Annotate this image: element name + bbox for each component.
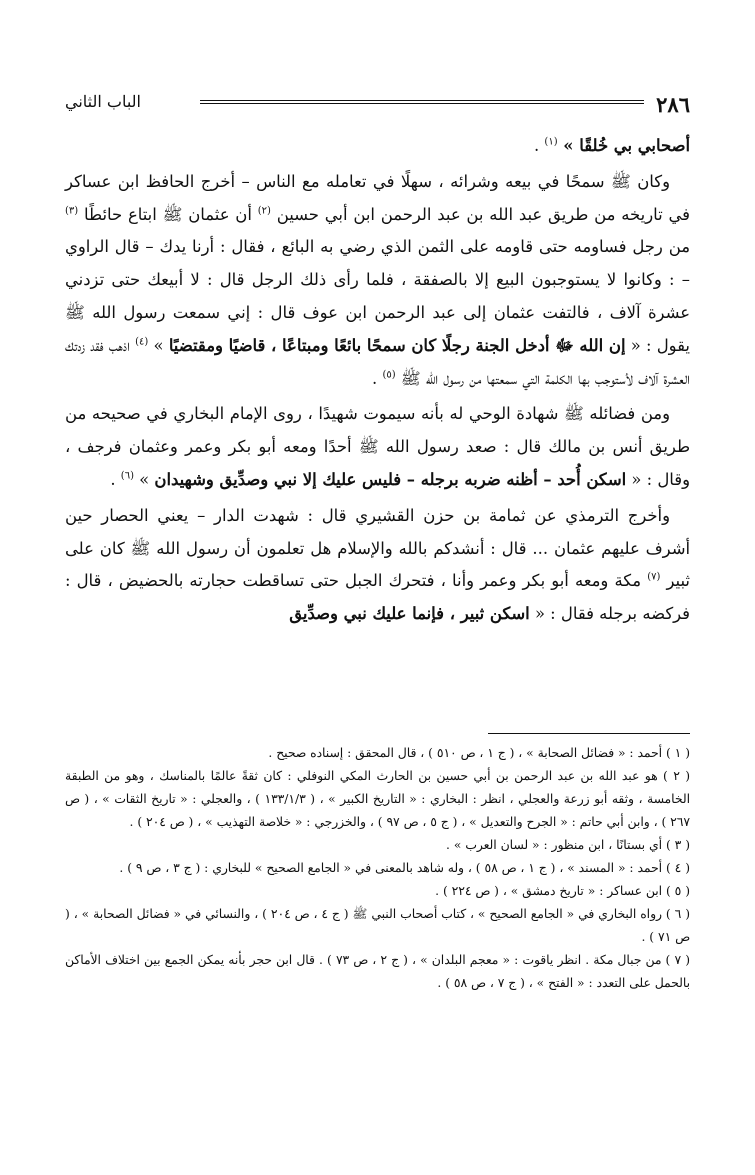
footnote-6: ( ٦ ) رواه البخاري في « الجامع الصحيح » ، كتاب أصحاب النبي ﷺ ( ج ٤ ، ص ٢٠٤ ) ، والنسائي في « فضائل الصحابة » ، ( ص ٧١ ) . [65, 907, 691, 944]
paragraph-2 [65, 398, 690, 496]
footnotes [65, 742, 690, 995]
footnote-2: ( ٢ ) هو عبد الله بن عبد الرحمن بن أبي حسين بن الحارث المكي النوفلي : كان ثقةً عالمًا بالمناسك ، وهو من الطبقة الخامسة ، وثقه أبو زرعة والعجلي ، انظر : البخاري : « التاريخ الكبير » ، ( ١٣٣/١/٣ ) ، والعجلي : « تاريخ الثقات » ، ( ص ٢٦٧ ) ، وابن أبي حاتم : « الجرح والتعديل » ، ( ج ٥ ، ص ٩٧ ) ، والخزرجي : « خلاصة التهذيب » ، ( ص ٢٠٤ ) . [65, 769, 690, 829]
footnote-ref-2: (٢) [257, 205, 271, 217]
hadith-quote-2: اسكن أُحد – أظنه ضربه برجله – فليس عليك إلا نبي وصدِّيق وشهيدان [154, 469, 627, 489]
p2-part-c: . [110, 469, 121, 489]
p0-end: . [533, 136, 545, 155]
p3-part-a: وأخرج الترمذي عن ثمامة بن حزن القشيري قال : شهدت الدار – يعني الحصار حين أشرف عليهم عثمان ... قال : أنشدكم بالله والإسلام هل تعلمون أن رسول الله ﷺ كان على ثبير [65, 505, 690, 591]
p1-part-f: . [372, 368, 383, 388]
main-text [65, 130, 690, 634]
footnote-separator [488, 733, 690, 734]
hadith-quote-1: إن الله ﷻ أدخل الجنة رجلًا كان سمحًا بائعًا ومبتاعًا ، قاضيًا ومقتضيًا [168, 335, 626, 355]
footnote-ref-5: (٥) [382, 369, 396, 381]
footnote-ref-1: (١) [544, 136, 558, 148]
footnote-4: ( ٤ ) أحمد : « المسند » ، ( ج ١ ، ص ٥٨ ) ، وله شاهد بالمعنى في « الجامع الصحيح » للبخاري : ( ج ٣ ، ص ٩ ) . [119, 861, 690, 875]
footnote-7: ( ٧ ) من جبال مكة . انظر ياقوت : « معجم البلدان » ، ( ج ٢ ، ص ٧٣ ) . قال ابن حجر بأنه يمكن الجمع بين اختلاف الأماكن بالحمل على التعدد : « الفتح » ، ( ج ٧ ، ص ٥٨ ) . [65, 953, 691, 990]
footnote-ref-3: (٣) [65, 205, 79, 217]
p1-part-e: اذهب فقد زدتك العشرة آلاف لأستوجب بها الكلمة التي سمعتها من رسول الله ﷺ [65, 335, 690, 388]
p0-text: أصحابي بي خُلقًا » [557, 136, 690, 155]
p2-part-b: » [133, 469, 155, 489]
footnote-5: ( ٥ ) ابن عساكر : « تاريخ دمشق » ، ( ص ٢٢٤ ) . [435, 884, 690, 898]
footnote-ref-4: (٤) [135, 336, 149, 348]
page-number: ٢٨٦ [656, 92, 690, 117]
footnote-1: ( ١ ) أحمد : « فضائل الصحابة » ، ( ج ١ ، ص ٥١٠ ) ، قال المحقق : إسناده صحيح . [268, 746, 690, 760]
footnote-ref-7: (٧) [647, 571, 661, 583]
p1-part-b: أن عثمان ﷺ ابتاع حائطًا [78, 204, 258, 224]
footnote-ref-6: (٦) [120, 470, 134, 482]
p2-part-a: ومن فضائله ﷺ شهادة الوحي له بأنه سيموت شهيدًا ، روى الإمام البخاري في صحيحه من طريق أنس بن مالك قال : صعد رسول الله ﷺ أحدًا ومعه أبو بكر وعمر وعثمان فرجف ، وقال : « [65, 404, 690, 489]
p1-part-d: » [148, 335, 169, 355]
paragraph-0 [65, 130, 690, 163]
page-header [65, 92, 690, 116]
paragraph-3 [65, 500, 690, 631]
hadith-quote-3: اسكن ثبير ، فإنما عليك نبي وصدِّيق [289, 604, 530, 624]
p3-part-b: مكة ومعه أبو بكر وعمر وأنا ، فتحرك الجبل حتى تساقطت حجارته بالحضيض ، قال : فركضه برجله فقال : « [65, 571, 690, 624]
header-rule [200, 100, 644, 104]
footnote-3: ( ٣ ) أي بستانًا ، ابن منظور : « لسان العرب » . [446, 838, 690, 852]
chapter-title: الباب الثاني [65, 92, 141, 111]
p1-part-c: من رجل فساومه حتى قاومه على الثمن الذي رضي به البائع ، فقال : أرنا يدك – قال الراوي – : وكانوا لا يستوجبون البيع إلا بالصفقة ، فلما رأى ذلك الرجل قال : لا أبيعك حتى تزدني عشرة آلاف ، فالتفت عثمان إلى عبد الرحمن ابن عوف قال : إني سمعت رسول الله ﷺ يقول : « [65, 237, 690, 355]
p1-part-a: وكان ﷺ سمحًا في بيعه وشرائه ، سهلًا في تعامله مع الناس – أخرج الحافظ ابن عساكر في تاريخه من طريق عبد الله بن عبد الرحمن ابن أبي حسين [65, 171, 690, 224]
paragraph-1 [65, 166, 690, 396]
